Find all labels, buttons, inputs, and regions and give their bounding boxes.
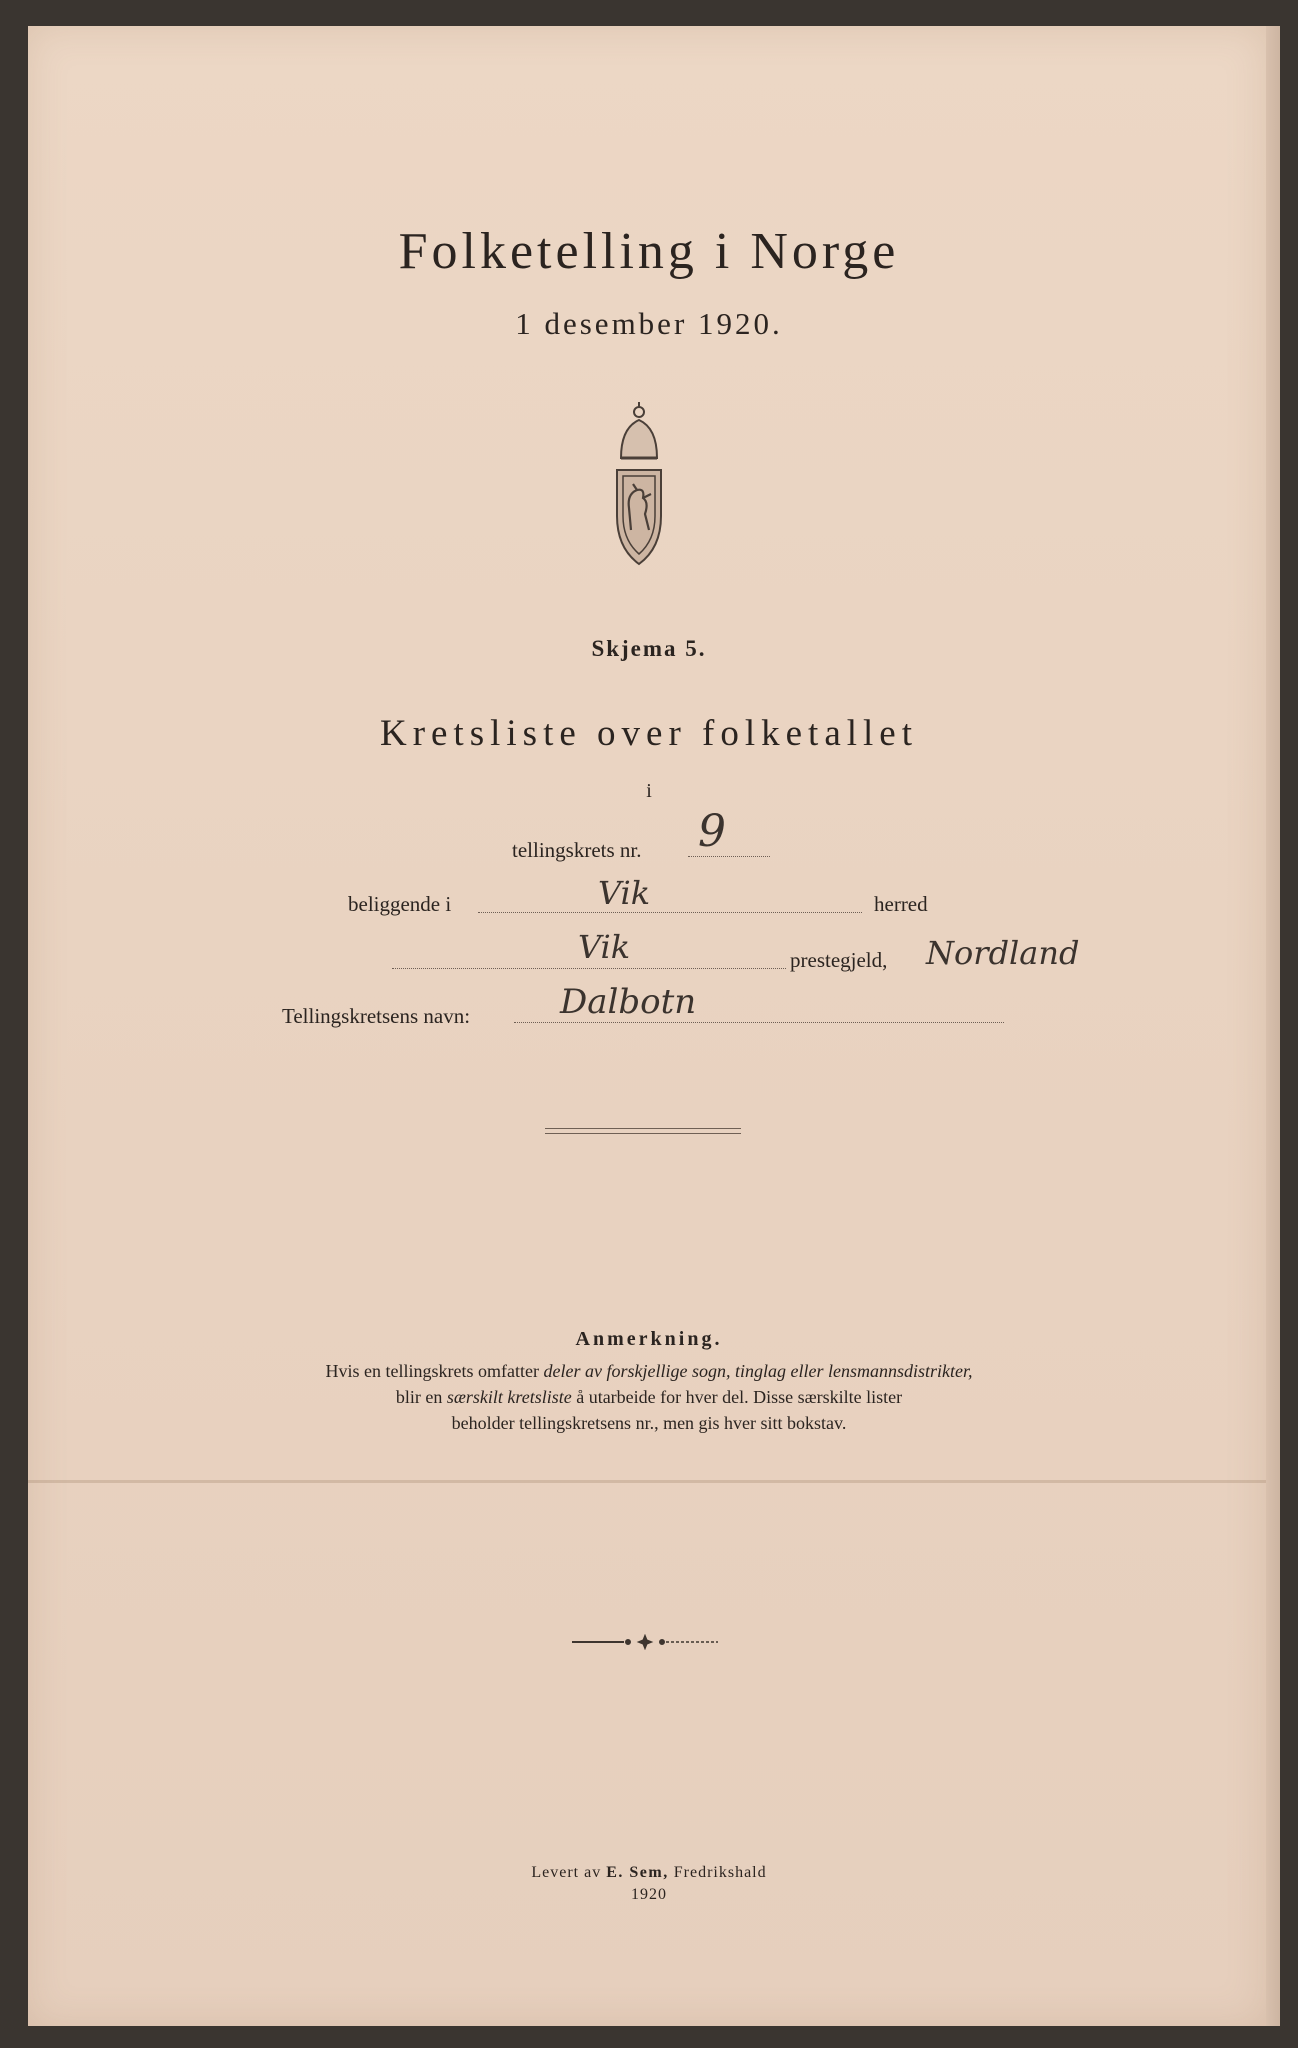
beliggende-line — [478, 912, 862, 913]
note-title: Anmerkning. — [575, 1328, 723, 1350]
connector-word: i — [646, 780, 652, 802]
navn-line — [514, 1022, 1004, 1023]
form-heading: Kretsliste over folketallet — [379, 713, 919, 754]
tellingskrets-value[interactable]: 9 — [698, 806, 726, 857]
printer-credit: Levert av E. Sem, Fredrikshald — [531, 1864, 767, 1881]
fylke-value[interactable]: Nordland — [926, 934, 1080, 972]
prestegjeld-value[interactable]: Vik — [578, 928, 631, 966]
beliggende-label: beliggende i — [348, 892, 452, 916]
printer-year: 1920 — [631, 1886, 667, 1903]
coat-of-arms-icon — [591, 398, 687, 570]
navn-value[interactable]: Dalbotn — [560, 982, 697, 1022]
page-fold — [28, 1480, 1266, 1483]
ornament-divider-icon — [572, 1634, 718, 1650]
prestegjeld-line — [392, 968, 786, 969]
note-line-1: Hvis en tellingskrets omfatter deler av forskjellige sogn, tinglag eller lensmannsdistrikter, — [325, 1361, 973, 1381]
section-divider — [545, 1128, 741, 1134]
prestegjeld-label: prestegjeld, — [790, 948, 888, 972]
note-line-2: blir en særskilt kretsliste å utarbeide for hver del. Disse særskilte lister — [395, 1387, 903, 1407]
note-body — [0, 1358, 1298, 1436]
navn-label: Tellingskretsens navn: — [282, 1004, 471, 1028]
document-title: Folketelling i Norge — [398, 223, 900, 280]
document-date: 1 desember 1920. — [515, 306, 783, 341]
beliggende-value[interactable]: Vik — [598, 874, 651, 912]
herred-label: herred — [874, 892, 928, 916]
schema-label: Skjema 5. — [591, 636, 707, 661]
note-line-3: beholder tellingskretsens nr., men gis hver sitt bokstav. — [451, 1413, 847, 1433]
tellingskrets-label: tellingskrets nr. — [512, 838, 642, 862]
